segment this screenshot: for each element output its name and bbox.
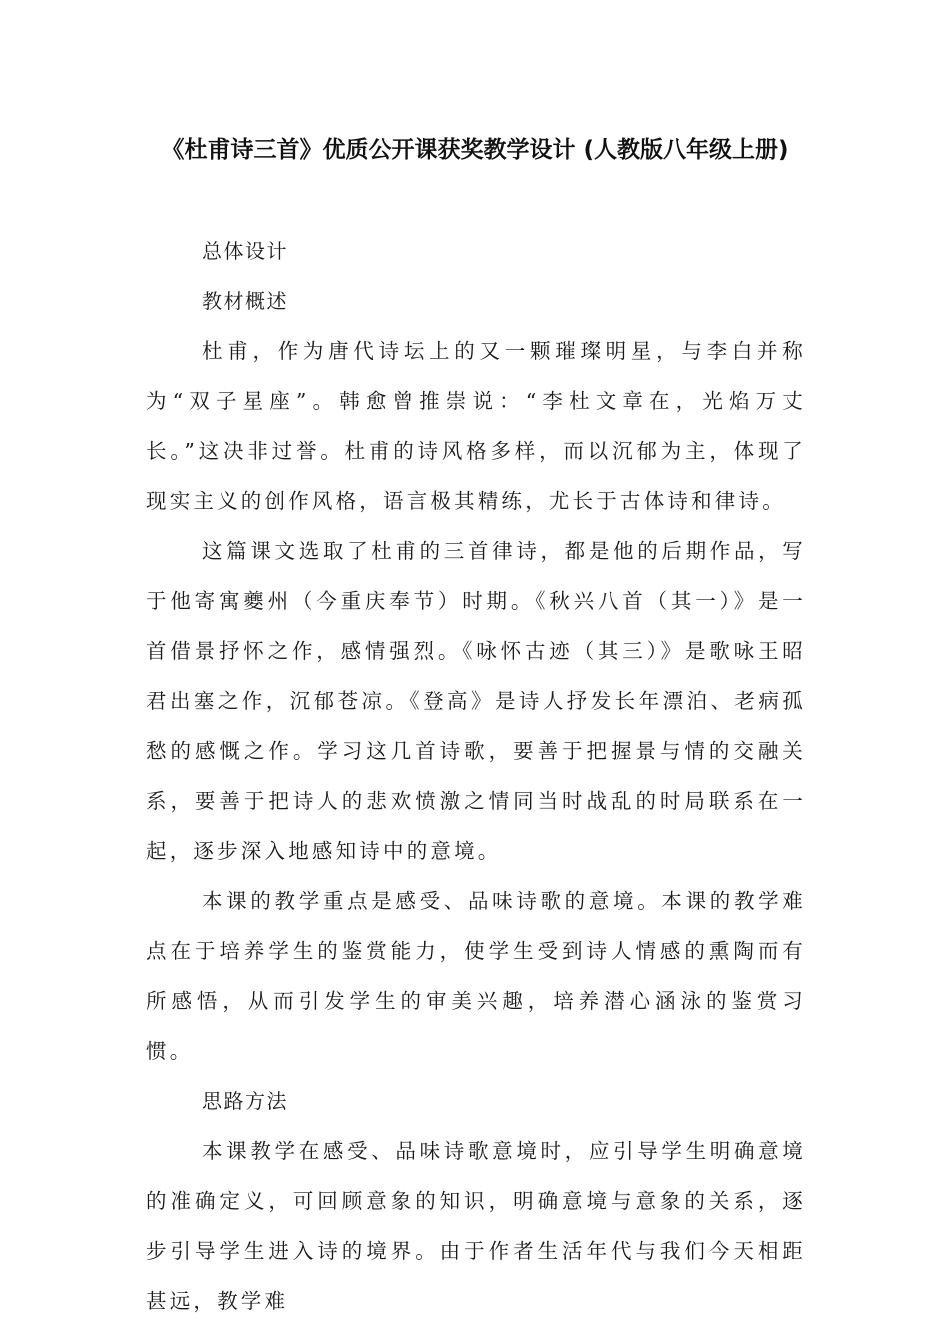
section-heading-approach: 思路方法 (202, 1089, 288, 1113)
document-body (146, 226, 806, 1326)
paragraph-approach: 本课教学在感受、品味诗歌意境时，应引导学生明确意境的准确定义，可回顾意象的知识，明确意境与意象的关系，逐步引导学生进入诗的境界。由于作者生活年代与我们今天相距甚远，教学难 (146, 1139, 806, 1313)
section-heading-overall-design: 总体设计 (202, 239, 288, 263)
paragraph-dufu-intro: 杜甫，作为唐代诗坛上的又一颗璀璨明星，与李白并称为“双子星座”。韩愈曾推崇说：“李杜文章在，光焰万丈长。”这决非过誉。杜甫的诗风格多样，而以沉郁为主，体现了现实主义的创作风格，语言极其精练，尤长于古体诗和律诗。 (146, 339, 806, 513)
paragraph-teaching-focus: 本课的教学重点是感受、品味诗歌的意境。本课的教学难点在于培养学生的鉴赏能力，使学生受到诗人情感的熏陶而有所感悟，从而引发学生的审美兴趣，培养潜心涵泳的鉴赏习惯。 (146, 889, 806, 1063)
paragraph-three-poems: 这篇课文选取了杜甫的三首律诗，都是他的后期作品，写于他寄寓夔州（今重庆奉节）时期。《秋兴八首（其一）》是一首借景抒怀之作，感情强烈。《咏怀古迹（其三）》是歌咏王昭君出塞之作，沉郁苍凉。《登高》是诗人抒发长年漂泊、老病孤愁的感慨之作。学习这几首诗歌，要善于把握景与情的交融关系，要善于把诗人的悲欢愤激之情同当时战乱的时局联系在一起，逐步深入地感知诗中的意境。 (146, 539, 806, 863)
section-heading-textbook-overview: 教材概述 (202, 289, 288, 313)
document-title: 《杜甫诗三首》优质公开课获奖教学设计 (人教版八年级上册) (161, 137, 789, 163)
